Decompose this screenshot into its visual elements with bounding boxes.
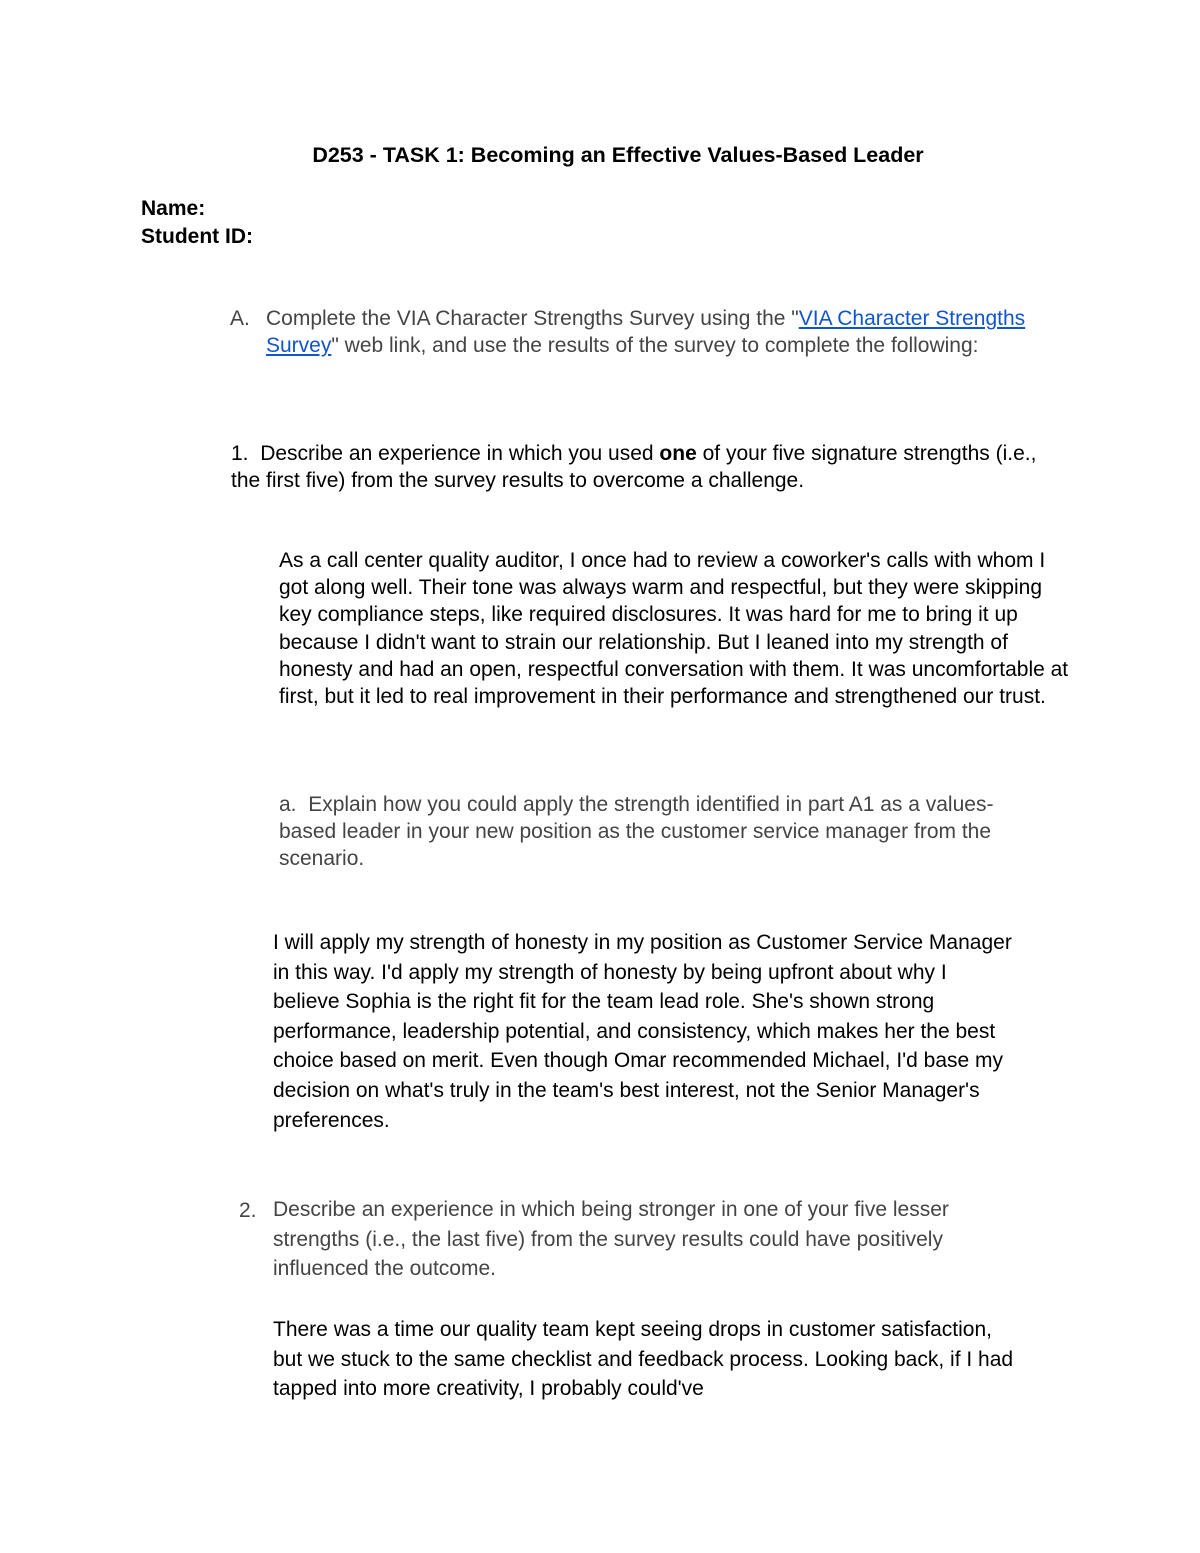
question-1-marker: 1.	[231, 442, 249, 465]
question-1	[231, 440, 1041, 494]
name-label: Name:	[141, 197, 206, 220]
via-survey-link[interactable]: VIA Character Strengths Survey	[266, 307, 1026, 357]
question-2-text: Describe an experience in which being stronger in one of your five lesser strengths (i.e., the last five) from the survey results could have positively influenced the outcome.	[273, 1198, 949, 1281]
document-title: D253 - TASK 1: Becoming an Effective Values-Based Leader	[312, 143, 924, 167]
answer-1: As a call center quality auditor, I once had to review a coworker's calls with whom I got along well. Their tone was always warm and respectful, but they were skipping key compliance steps, like required disclosures. It was hard for me to bring it up because I didn't want to strain our relationship. But I leaned into my strength of honesty and had an open, respectful conversation with them. It was uncomfortable at first, but it led to real improvement in their performance and strengthened our trust.	[279, 549, 1069, 709]
question-1a-text: Explain how you could apply the strength identified in part A1 as a values-based leader in your new position as the customer service manager from the scenario.	[279, 793, 994, 870]
question-1a-marker: a.	[279, 793, 297, 816]
section-a-text-after-link: " web link, and use the results of the survey to complete the following:	[331, 334, 979, 357]
answer-1a: I will apply my strength of honesty in my position as Customer Service Manager in this way. I'd apply my strength of honesty by being upfront about why I believe Sophia is the right fit for the team lead role. She's shown strong performance, leadership potential, and consistency, which makes her the best choice based on merit. Even though Omar recommended Michael, I'd base my decision on what's truly in the team's best interest, not the Senior Manager's preferences.	[273, 931, 1012, 1132]
answer-2: There was a time our quality team kept seeing drops in customer satisfaction, but we stuck to the same checklist and feedback process. Looking back, if I had tapped into more creativity, I probably could've	[273, 1318, 1014, 1401]
student-id-label: Student ID:	[141, 225, 253, 248]
question-1a	[279, 791, 1019, 872]
question-2-marker: 2.	[239, 1199, 257, 1222]
question-1-bold-word: one	[659, 442, 697, 465]
section-a-text-before-link: Complete the VIA Character Strengths Survey using the "	[266, 307, 799, 330]
question-1-text-before-bold: Describe an experience in which you used	[260, 442, 660, 465]
section-a-marker: A.	[230, 307, 250, 330]
question-1-text-after-bold: of your five signature strengths (i.e., the first five) from the survey results to overcome a challenge.	[231, 442, 1037, 492]
section-a-instructions	[266, 305, 1046, 359]
